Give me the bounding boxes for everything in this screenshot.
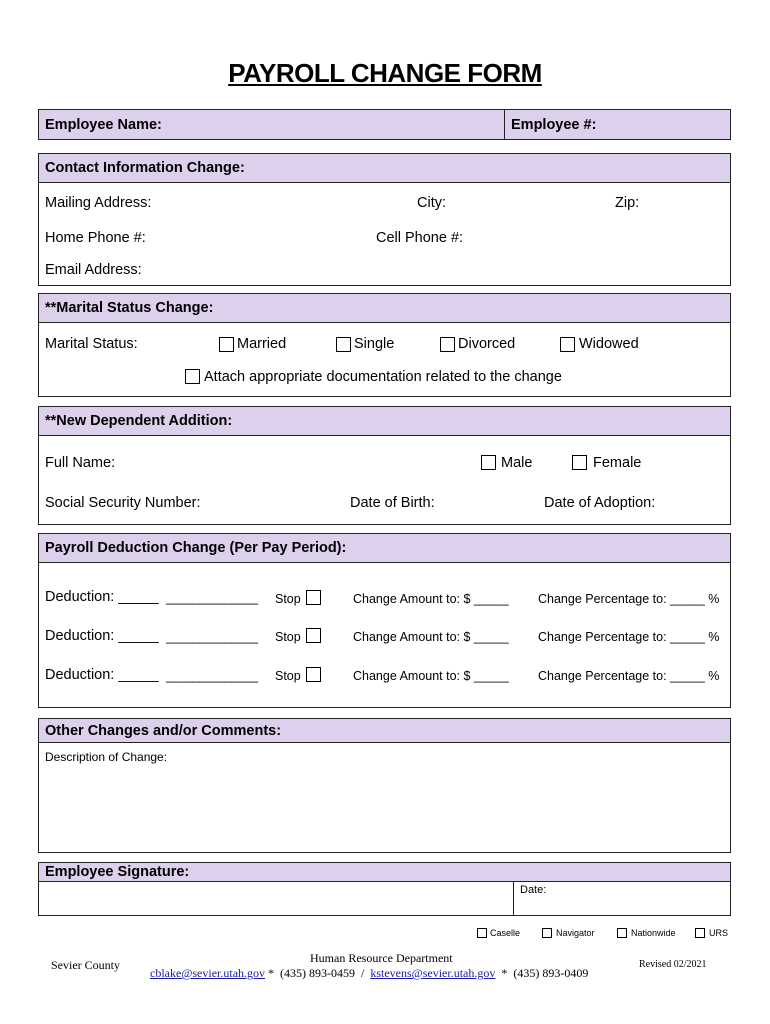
description-textarea[interactable] <box>39 744 730 852</box>
male-checkbox[interactable] <box>481 455 496 470</box>
city-label: City: <box>417 195 446 211</box>
widowed-label: Widowed <box>579 336 639 352</box>
dependent-header: **New Dependent Addition: <box>39 407 730 436</box>
change-percentage-label: Change Percentage to: _____ % <box>538 669 720 683</box>
navigator-label: Navigator <box>556 928 595 938</box>
cell-phone-label: Cell Phone #: <box>376 230 464 246</box>
caselle-label: Caselle <box>490 928 521 938</box>
divider <box>504 110 505 139</box>
divider <box>513 882 514 915</box>
employee-number-label: Employee #: <box>511 117 597 133</box>
dependent-section <box>38 406 731 525</box>
stop-checkbox[interactable] <box>306 590 321 605</box>
comments-header: Other Changes and/or Comments: <box>39 719 730 743</box>
divorced-checkbox[interactable] <box>440 337 455 352</box>
change-percentage-label: Change Percentage to: _____ % <box>538 592 720 606</box>
attach-doc-label: Attach appropriate documentation related to the change <box>204 369 562 385</box>
divorced-label: Divorced <box>458 336 516 352</box>
form-title: PAYROLL CHANGE FORM <box>228 58 542 88</box>
employee-section <box>38 109 731 140</box>
contact-section <box>38 153 731 286</box>
stop-label: Stop <box>275 630 301 644</box>
email-label: Email Address: <box>45 262 142 278</box>
comments-section <box>38 718 731 853</box>
caselle-checkbox[interactable] <box>477 928 487 938</box>
marital-status-label: Marital Status: <box>45 336 138 352</box>
single-label: Single <box>354 336 395 352</box>
deduction-label: Deduction: _____ <box>45 589 159 605</box>
deduction-blank: ______________ <box>166 630 258 644</box>
deduction-label: Deduction: _____ <box>45 628 159 644</box>
single-checkbox[interactable] <box>336 337 351 352</box>
change-amount-label: Change Amount to: $ _____ <box>353 630 509 644</box>
urs-checkbox[interactable] <box>695 928 705 938</box>
full-name-label: Full Name: <box>45 455 116 471</box>
signature-section <box>38 862 731 916</box>
deduction-label: Deduction: _____ <box>45 667 159 683</box>
phone-text-2: * (435) 893-0409 <box>495 966 589 980</box>
change-amount-label: Change Amount to: $ _____ <box>353 669 509 683</box>
email-link-cblake[interactable]: cblake@sevier.utah.gov <box>150 966 266 980</box>
signature-field[interactable] <box>39 883 512 915</box>
urs-label: URS <box>709 928 729 938</box>
stop-checkbox[interactable] <box>306 628 321 643</box>
stop-label: Stop <box>275 592 301 606</box>
county-name: Sevier County <box>51 958 120 972</box>
contact-header: Contact Information Change: <box>39 154 730 183</box>
deduction-header: Payroll Deduction Change (Per Pay Period): <box>39 534 730 563</box>
male-label: Male <box>501 455 533 471</box>
married-label: Married <box>237 336 287 352</box>
female-label: Female <box>593 455 642 471</box>
revised-date: Revised 02/2021 <box>639 959 707 970</box>
marital-section <box>38 293 731 397</box>
deduction-section <box>38 533 731 708</box>
attach-doc-checkbox[interactable] <box>185 369 200 384</box>
dob-label: Date of Birth: <box>350 495 435 511</box>
navigator-checkbox[interactable] <box>542 928 552 938</box>
married-checkbox[interactable] <box>219 337 234 352</box>
home-phone-label: Home Phone #: <box>45 230 146 246</box>
deduction-blank: ______________ <box>166 669 258 683</box>
mailing-address-label: Mailing Address: <box>45 195 152 211</box>
deduction-blank: ______________ <box>166 591 258 605</box>
department-name: Human Resource Department <box>310 951 453 965</box>
marital-header: **Marital Status Change: <box>39 294 730 323</box>
phone-text-1: * (435) 893-0459 / <box>265 966 371 980</box>
change-amount-label: Change Amount to: $ _____ <box>353 592 509 606</box>
stop-label: Stop <box>275 669 301 683</box>
change-percentage-label: Change Percentage to: _____ % <box>538 630 720 644</box>
description-label: Description of Change: <box>45 750 168 764</box>
zip-label: Zip: <box>615 195 640 211</box>
contact-line <box>150 966 588 981</box>
signature-header: Employee Signature: <box>39 863 730 882</box>
nationwide-label: Nationwide <box>631 928 676 938</box>
female-checkbox[interactable] <box>572 455 587 470</box>
email-link-kstevens[interactable]: kstevens@sevier.utah.gov <box>370 966 496 980</box>
ssn-label: Social Security Number: <box>45 495 201 511</box>
date-label: Date: <box>520 884 547 896</box>
stop-checkbox[interactable] <box>306 667 321 682</box>
widowed-checkbox[interactable] <box>560 337 575 352</box>
employee-name-label: Employee Name: <box>45 117 162 133</box>
nationwide-checkbox[interactable] <box>617 928 627 938</box>
adoption-date-label: Date of Adoption: <box>544 495 656 511</box>
